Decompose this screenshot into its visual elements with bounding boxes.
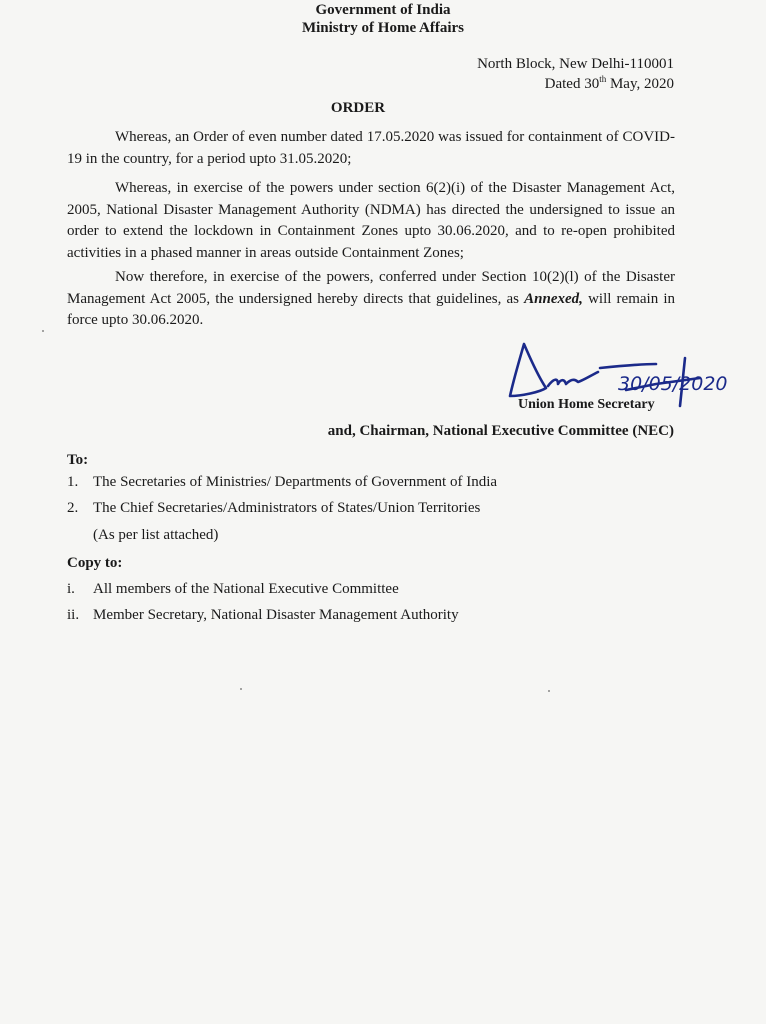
copy-heading: Copy to:	[67, 555, 123, 571]
paragraph-3	[67, 267, 675, 332]
header-ministry: Ministry of Home Affairs	[301, 20, 465, 36]
order-date	[545, 74, 674, 93]
date-superscript: th	[599, 74, 607, 84]
paragraph-3-text-a: Now therefore, in exercise of the powers, conferred under Section 10(2)(l) of the Disaster Management Act 2005, the undersigned hereby directs that guidelines, as	[67, 269, 675, 307]
scan-speck	[548, 690, 550, 692]
to-item-2-num: 2.	[67, 500, 79, 516]
copy-item-1	[67, 581, 399, 598]
paragraph-1: Whereas, an Order of even number dated 17.05.2020 was issued for containment of COVID-19 in the country, for a period upto 31.05.2020;	[67, 129, 675, 167]
copy-item-2-text: Member Secretary, National Disaster Management Authority	[93, 607, 459, 623]
to-item-2	[67, 500, 480, 517]
to-item-2-text: The Chief Secretaries/Administrators of States/Union Territories	[93, 500, 481, 516]
copy-item-1-text: All members of the National Executive Committee	[93, 581, 399, 597]
to-item-1-num: 1.	[67, 474, 79, 490]
to-heading: To:	[67, 452, 89, 468]
signatory-designation: and, Chairman, National Executive Committee (NEC)	[327, 423, 674, 439]
to-note: (As per list attached)	[93, 527, 219, 543]
address-location: North Block, New Delhi-110001	[477, 56, 674, 72]
annexed-emphasis: Annexed,	[524, 290, 583, 307]
copy-item-2-num: ii.	[67, 607, 80, 623]
signatory-title: Union Home Secretary	[518, 397, 655, 412]
copy-item-2	[67, 607, 459, 624]
paragraph-2: Whereas, in exercise of the powers under section 6(2)(i) of the Disaster Management Act, 2005, National Disaster Management Authority (NDMA) has directed the undersigned to issue an order to extend the lockdown in Containment Zones upto 30.06.2020, and to re-open prohibited activities in a phased manner in areas outside Containment Zones;	[67, 180, 675, 261]
handwritten-date: 30/05/2020	[618, 373, 728, 395]
scan-speck	[42, 330, 44, 332]
date-prefix: Dated 30	[544, 76, 600, 92]
to-item-1	[67, 474, 497, 491]
scan-speck	[240, 688, 242, 690]
copy-item-1-num: i.	[67, 581, 75, 597]
header-government: Government of India	[315, 2, 451, 18]
date-suffix: May, 2020	[606, 76, 674, 92]
order-title: ORDER	[330, 100, 386, 116]
paragraph-3-text-b: will remain in force upto 30.06.2020.	[67, 290, 675, 328]
to-item-1-text: The Secretaries of Ministries/ Departments of Government of India	[93, 474, 498, 490]
